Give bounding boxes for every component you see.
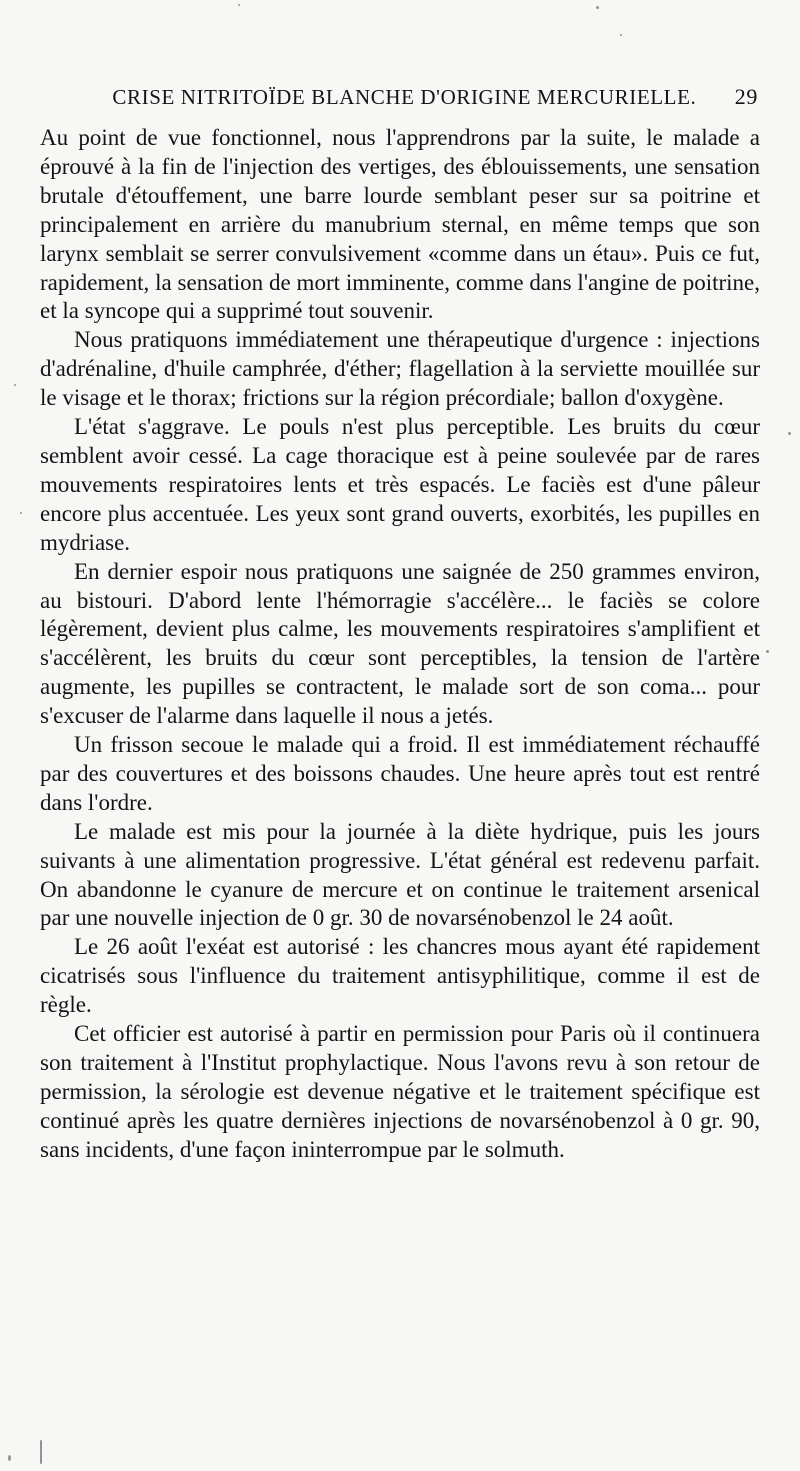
scan-speck <box>788 432 791 435</box>
scan-speck <box>40 1440 42 1464</box>
scan-speck <box>8 1455 11 1461</box>
scan-speck <box>14 384 16 386</box>
paragraph: Le malade est mis pour la journée à la diète hydrique, puis les jours suivants à une alimentation progressive. L'état général est redevenu parfait. On abandonne le cyanure de mercure et on continue le traitement arsenical par une nouvelle injection de 0 gr. 30 de novarsénobenzol le 24 août. <box>40 818 760 931</box>
paragraph: Le 26 août l'exéat est autorisé : les chancres mous ayant été rapidement cicatrisés sous l'influence du traitement antisyphilitique, comme il est de règle. <box>40 934 760 1018</box>
paragraph: Nous pratiquons immédiatement une thérapeutique d'urgence : injections d'adrénaline, d'huile camphrée, d'éther; flagellation à la serviette mouillée sur le visage et le thorax; frictions sur la région précordiale; ballon d'oxygène. <box>40 327 760 411</box>
paragraph: Cet officier est autorisé à partir en permission pour Paris où il continuera son traitement à l'Institut prophylactique. Nous l'avons revu à son retour de permission, la sérologie est devenue négative et le traitement spécifique est continué après les quatre dernières injections de novarsénobenzol à 0 gr. 90, sans incidents, d'une façon ininterrompue par le solmuth. <box>40 1021 760 1162</box>
page-number: 29 <box>734 84 758 109</box>
scan-speck <box>596 6 599 9</box>
scan-speck <box>620 34 622 36</box>
paragraph: Un frisson secoue le malade qui a froid. Il est immédiatement réchauffé par des couvertures et des boissons chaudes. Une heure après tout est rentré dans l'ordre. <box>40 732 760 815</box>
scan-speck <box>766 650 769 653</box>
scan-speck <box>20 512 22 514</box>
running-header <box>44 84 760 110</box>
scan-speck <box>238 4 240 6</box>
page-body <box>40 124 760 1165</box>
running-title: CRISE NITRITOÏDE BLANCHE D'ORIGINE MERCURIELLE. <box>112 85 697 109</box>
paragraph: Au point de vue fonctionnel, nous l'apprendrons par la suite, le malade a éprouvé à la fin de l'injection des vertiges, des éblouissements, une sensation brutale d'étouffement, une barre lourde semblant peser sur sa poitrine et principalement en arrière du manubrium sternal, en même temps que son larynx semblait se serrer convulsivement «comme dans un étau». Puis ce fut, rapidement, la sensation de mort imminente, comme dans l'angine de poitrine, et la syncope qui a supprimé tout souvenir. <box>40 125 760 324</box>
paragraph: L'état s'aggrave. Le pouls n'est plus perceptible. Les bruits du cœur semblent avoir cessé. La cage thoracique est à peine soulevée par de rares mouvements respiratoires lents et très espacés. Le faciès est d'une pâleur encore plus accentuée. Les yeux sont grand ouverts, exorbités, les pupilles en mydriase. <box>40 414 760 555</box>
paragraph: En dernier espoir nous pratiquons une saignée de 250 grammes environ, au bistouri. D'abord lente l'hémorragie s'accélère... le faciès se colore légèrement, devient plus calme, les mouvements respiratoires s'amplifient et s'accélèrent, les bruits du cœur sont perceptibles, la tension de l'artère augmente, les pupilles se contractent, le malade sort de son coma... pour s'excuser de l'alarme dans laquelle il nous a jetés. <box>40 558 760 729</box>
